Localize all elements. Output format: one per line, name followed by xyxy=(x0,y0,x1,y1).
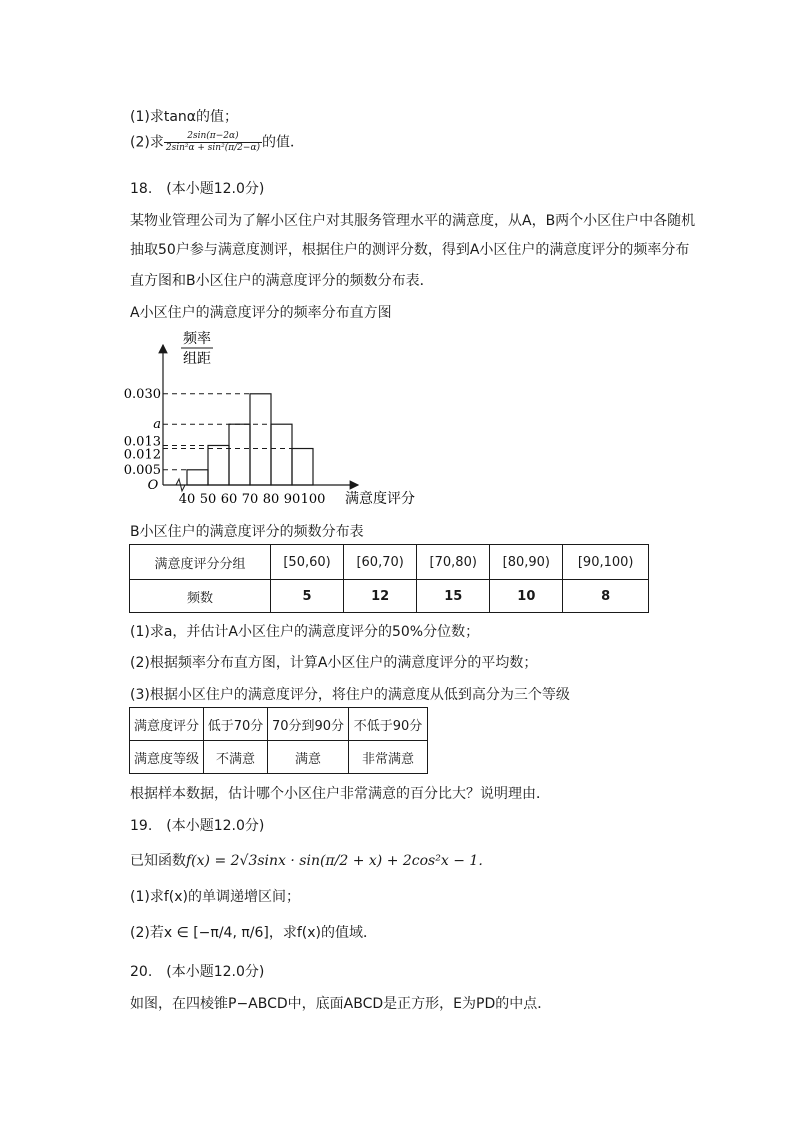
table-b-header-counts: 频数 xyxy=(130,580,271,613)
q18-question-3: (3)根据小区住户的满意度评分，将住户的满意度从低到高分为三个等级 xyxy=(130,687,570,703)
histogram-bar xyxy=(229,424,250,485)
x-tick-label: 90 xyxy=(283,492,301,507)
y-tick-label: 0.005 xyxy=(123,462,161,478)
q19-header: 19. (本小题12.0分) xyxy=(130,818,265,834)
q18-conclusion: 根据样本数据，估计哪个小区住户非常满意的百分比大？说明理由． xyxy=(130,786,550,802)
q17-fraction-numerator: 2sin(π−2α) xyxy=(164,131,262,143)
table-b-header-groups: 满意度评分分组 xyxy=(130,545,271,580)
histogram-caption: A小区住户的满意度评分的频率分布直方图 xyxy=(130,305,392,321)
q17-part2-prefix: (2)求 xyxy=(130,134,164,151)
q17-part2-suffix: 的值． xyxy=(262,134,305,151)
table-b-count: 5 xyxy=(271,580,344,613)
x-tick-label: 80 xyxy=(262,492,280,507)
level-table-cell: 不满意 xyxy=(204,741,268,774)
y-tick-label: 0.012 xyxy=(123,447,161,463)
q18-question-1: (1)求a，并估计A小区住户的满意度评分的50%分位数； xyxy=(130,624,480,640)
level-table-header: 满意度评分 xyxy=(130,708,204,741)
table-b-group: [90,100) xyxy=(563,545,649,580)
q18-intro-line-3: 直方图和B小区住户的满意度评分的频数分布表． xyxy=(130,273,434,289)
x-tick-label: 60 xyxy=(220,492,238,507)
q19-part2: (2)若x ∈ [−π/4, π/6]，求f(x)的值域． xyxy=(130,925,378,941)
histogram-chart xyxy=(120,325,440,510)
q19-function-prefix: 已知函数 xyxy=(130,853,186,869)
histogram-bar xyxy=(208,445,229,485)
table-b-group: [60,70) xyxy=(344,545,417,580)
histogram-bar xyxy=(292,449,313,485)
q20-header: 20. (本小题12.0分) xyxy=(130,964,265,980)
table-b-count: 8 xyxy=(563,580,649,613)
y-tick-label: 0.030 xyxy=(123,386,161,402)
q19-part1: (1)求f(x)的单调递增区间； xyxy=(130,889,300,905)
x-tick-label: 70 xyxy=(241,492,259,507)
q18-intro-line-1: 某物业管理公司为了解小区住户对其服务管理水平的满意度，从A，B两个小区住户中各随机 xyxy=(130,213,696,229)
level-table-header: 不低于90分 xyxy=(349,708,428,741)
x-tick-label: 50 xyxy=(199,492,217,507)
table-b-group: [70,80) xyxy=(417,545,490,580)
level-table-cell: 满意 xyxy=(268,741,349,774)
q18-intro-line-2: 抽取50户参与满意度测评，根据住户的测评分数，得到A小区住户的满意度评分的频率分布 xyxy=(130,242,690,258)
q19-function xyxy=(130,850,492,870)
level-table-cell: 满意度等级 xyxy=(130,741,204,774)
y-axis-label-denominator: 组距 xyxy=(183,351,211,367)
table-b-group: [80,90) xyxy=(490,545,563,580)
q17-part1: (1)求tanα的值； xyxy=(130,109,239,125)
x-tick-label: 40 xyxy=(178,492,196,507)
satisfaction-level-table xyxy=(129,707,428,774)
frequency-table-b xyxy=(129,544,649,613)
level-table-cell: 非常满意 xyxy=(349,741,428,774)
q17-fraction xyxy=(164,131,262,154)
table-b-count: 15 xyxy=(417,580,490,613)
q20-text: 如图，在四棱锥P−ABCD中，底面ABCD是正方形，E为PD的中点． xyxy=(130,996,552,1012)
histogram-bar xyxy=(187,470,208,485)
table-b-count: 10 xyxy=(490,580,563,613)
table-b-caption: B小区住户的满意度评分的频数分布表 xyxy=(130,524,364,540)
histogram-bar xyxy=(271,424,292,485)
y-tick-label: a xyxy=(153,417,161,433)
histogram-bar xyxy=(250,394,271,485)
x-axis-label: 满意度评分 xyxy=(345,491,415,507)
table-b-count: 12 xyxy=(344,580,417,613)
level-table-header: 70分到90分 xyxy=(268,708,349,741)
q19-function-expression: f(x) = 2√3sinx · sin(π/2 + x) + 2cos²x − 1． xyxy=(186,853,493,869)
q17-part2 xyxy=(130,131,304,154)
q18-header: 18. (本小题12.0分) xyxy=(130,181,265,197)
x-tick-label: 100 xyxy=(300,492,326,507)
table-b-group: [50,60) xyxy=(271,545,344,580)
q18-question-2: (2)根据频率分布直方图，计算A小区住户的满意度评分的平均数； xyxy=(130,655,538,671)
y-tick-label: 0.013 xyxy=(123,434,161,450)
level-table-header: 低于70分 xyxy=(204,708,268,741)
origin-label: O xyxy=(147,478,159,493)
q17-fraction-denominator: 2sin²α + sin²(π/2−α) xyxy=(165,143,261,153)
y-axis-label-numerator: 频率 xyxy=(183,331,211,347)
